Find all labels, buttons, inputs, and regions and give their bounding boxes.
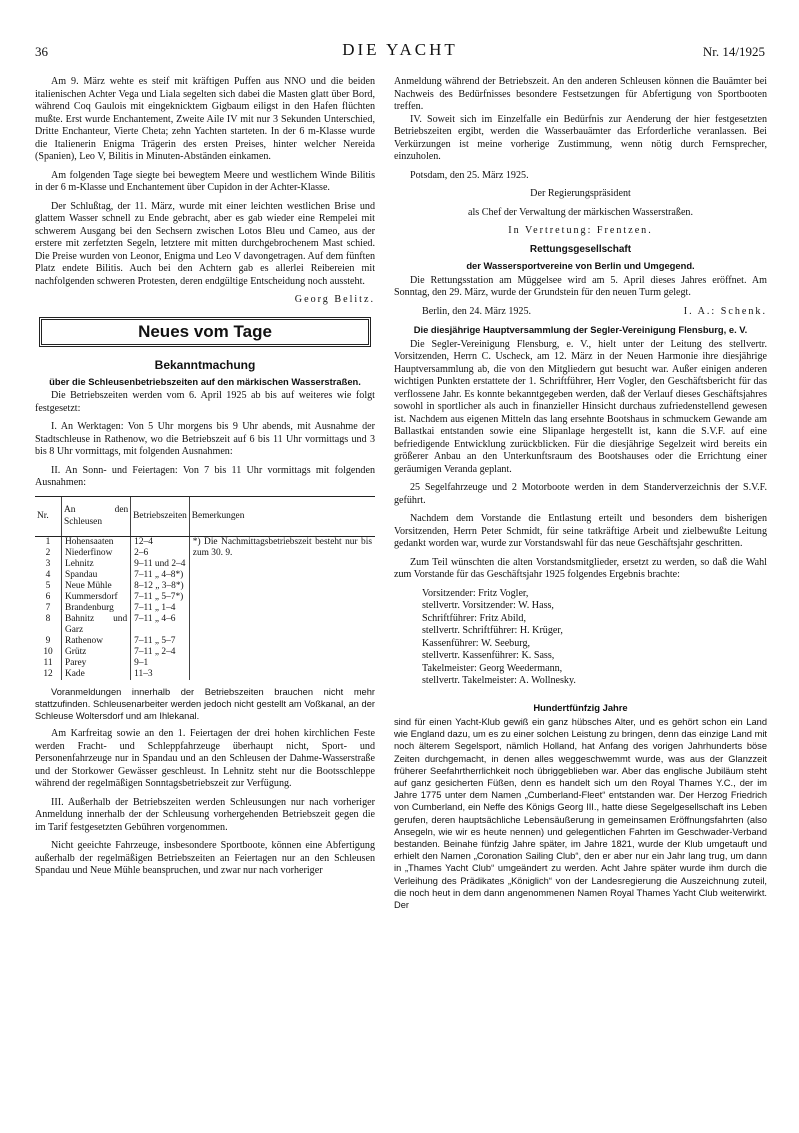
table-header: An den Schleusen: [62, 496, 131, 536]
notice-paragraph-6: III. Außerhalb der Betriebszeiten werden Schleusungen nur nach vorheriger Anmeldung innerhalb der der Schleusung vorhergehenden Betriebszeit gegen die im Tarif festgesetzten Gebühren vorgenommen.: [35, 796, 375, 833]
table-row: [35, 536, 375, 548]
regatta-paragraph-2: Am folgenden Tage siegte bei bewegtem Meere und westlichem Winde Bilitis in der 6 m-Klasse und Enchantement über Cupidon in der Achter-Klasse.: [35, 169, 375, 193]
anniversary-title: Hundertfünfzig Jahre: [533, 701, 628, 713]
notice-continuation-1: Anmeldung während der Betriebszeit. An den anderen Schleusen können die Bauämter bei Nachweis des Bedürfnisses besondere Festsetzungen für Abfertigung von Sportbooten treffen.: [394, 76, 767, 112]
operating-hours: 9–1: [131, 658, 190, 669]
board-member: stellvertr. Takelmeister: A. Wollnesky.: [422, 675, 576, 686]
rescue-paragraph: Die Rettungsstation am Müggelsee wird am 5. April dieses Jahres eröffnet. Am Sonntag, den 29. März, wurde der Grundstein für den neuen Turm gelegt.: [394, 274, 767, 298]
notice-paragraph-4: Voranmeldungen innerhalb der Betriebszeiten brauchen nicht mehr stattzufinden. Schleusenarbeiter werden jedoch nicht gestellt am Voßkanal, an der Schleuse Woltersdorf und am Ihlekanal.: [35, 686, 375, 721]
lock-name: Brandenburg: [62, 603, 131, 614]
notice-paragraph-2: I. An Werktagen: Von 5 Uhr morgens bis 9 Uhr abends, mit Ausnahme der Stadtschleuse in Rathenow, wo die Betriebszeit auf 6 bis 11 Uhr vormittags und 3 bis 8 Uhr vormittags, mit folgenden Ausnahmen:: [35, 421, 375, 457]
page-number: 36: [35, 44, 48, 59]
operating-hours: 8–12 „ 3–8*): [131, 581, 190, 592]
authority-line-3: In Vertretung: Frentzen.: [508, 225, 653, 236]
lock-name: Niederfinow: [62, 548, 131, 559]
regatta-paragraph-1: Am 9. März wehte es steif mit kräftigen Puffen aus NNO und die beiden italienischen Achter Vega und Liala segelten sich dabei die Masten glatt über Bord, während Coq Gaulois mit eingeknicktem Gigbaum eiligst in den Hafen flüchten mußte. Erst wurde Enchantement, Zweite Aile IV mit nur 3 Sekunden Unterschied, Dritte Enchanteur, Vierte Cheta; zehn Yachten starteten. In der 6 m-Klasse wurde die Italienerin Enigma Trägerin des ersten Preises, hinter welcher Nereida (Spanien), Leo V, Bilitis in Minuten-Abständen einkamen.: [35, 76, 375, 162]
journal-title: DIE YACHT: [342, 40, 458, 59]
operating-hours: 7–11 „ 5–7*): [131, 592, 190, 603]
lock-name: Parey: [62, 658, 131, 669]
right-column: [394, 76, 767, 911]
row-number: 11: [43, 657, 53, 668]
regatta-paragraph-3: Der Schlußtag, der 11. März, wurde mit einer leichten westlichen Brise und glattem Wasser schnell zu Ende gebracht, aber es gab wieder eine Rempelei mit schwerem Ausgang bei den Sechsern zwischen Lotos Bleu und Cameo, aus der erstere mit zerfetzten Segeln, letztere mit mitten durchgebrochenem Mast schied. Die Preise wurden von Leonor, Enigma und Leo V davongetragen. Auf dem fünften Platz endete Bilitis. Auch bei den Achtern gab es allerlei Reibereien mit nachfolgenden schweren Protesten, deren endgültige Entscheidung noch aussteht.: [35, 200, 375, 287]
lock-name: Kummersdorf: [62, 592, 131, 603]
board-member: stellvertr. Schriftführer: H. Krüger,: [422, 625, 563, 636]
notice-date: Potsdam, den 25. März 1925.: [410, 169, 529, 181]
operating-hours: 7–11 „ 2–4: [131, 647, 190, 658]
row-number: 5: [45, 580, 51, 591]
lock-name: Kade: [62, 669, 131, 680]
row-number: 3: [45, 558, 51, 569]
table-body: [35, 536, 375, 680]
board-member: stellvertr. Vorsitzender: W. Hass,: [422, 600, 554, 611]
rescue-signature: I. A.: Schenk.: [683, 305, 767, 317]
row-number: 12: [43, 668, 53, 679]
sv-title: Die diesjährige Hauptversammlung der Segler-Vereinigung Flensburg, e. V.: [413, 324, 748, 335]
operating-hours: 11–3: [131, 669, 190, 680]
lock-name: Neue Mühle: [62, 581, 131, 592]
notice-continuation-2: IV. Soweit sich im Einzelfalle ein Bedürfnis zur Aenderung der hier festgesetzten Betriebszeiten ergibt, werden die Wasserbauämter das Erforderliche veranlassen. Bei Verkürzungen ist meine vorherige Zustimmung, wenn nötig durch Fernsprecher, einzuholen.: [394, 113, 767, 162]
rescue-dateline: [394, 306, 767, 319]
notice-paragraph-1: Die Betriebszeiten werden vom 6. April 1925 ab bis auf weiteres wie folgt festgesetzt:: [35, 390, 375, 414]
notice-subtitle: über die Schleusenbetriebszeiten auf den märkischen Wasserstraßen.: [49, 375, 361, 387]
page-header: [35, 40, 765, 62]
notice-paragraph-7: Nicht geeichte Fahrzeuge, insbesondere Sportboote, können eine Abfertigung außerhalb der regelmäßigen Betriebszeiten an Feiertagen nur an den Schleusen Spandau und Neue Mühle beanspruchen, und zwar nur nach vorheriger: [35, 840, 375, 877]
section-heading: Neues vom Tage: [39, 317, 371, 348]
operating-hours: 9–11 und 2–4: [131, 559, 190, 570]
table-header: Nr.: [35, 496, 62, 536]
authority-line-2: als Chef der Verwaltung der märkischen Wasserstraßen.: [467, 206, 693, 218]
sv-paragraph-2: 25 Segelfahrzeuge und 2 Motorboote werden in dem Standerverzeichnis der S.V.F. geführt.: [394, 482, 767, 506]
row-number: 4: [45, 569, 51, 580]
anniversary-paragraph: sind für einen Yacht-Klub gewiß ein ganz hübsches Alter, und es gehört schon ein Land wie England dazu, um es zu einer solchen Leistung zu bringen, denn das einzige Land mit noch älterem Segelsport, nämlich Holland, hat Anfang des vorigen Jahrhunderts böse Zeiten durchgemacht, in denen alles weggeschwemmt wurde, was aus der Glanzzeit früherer Seefahrtherrlichkeit noch übriggeblieben war. Aber das englische Jubiläum steht auf ganz gesicherten Füßen, denn es handelt sich um den Royal Thames Y.C., der im Jahre 1775 unter dem Namen „Cumberland-Fleet“ entstanden war. Der Herzog Friedrich von Cumberland, ein Neffe des Königs Georg III., hatte diese Segelgesellschaft ins Leben gerufen, deren hauptsächliche Lebensäußerung in gemeinsamen Eröffnungsfahrten (also Ansegeln, wie wir es heute nennen) und gelegentlichen Fahrten im Geschwader-Verband bestanden. Beinahe fünfzig Jahre später, im Jahre 1821, wurde der Klub umgetauft und erhielt den Namen „Coronation Sailing Club“, den er aber nur ein Jahr lang trug, um dann in „Thames Yacht Club“ umgeändert zu werden. Acht Jahre später wurde ihm durch die Verleihung des Prädikates „Königlich“ von der Landesregierung die Auszeichnung zuteil, die noch heut in dem dann angenommenen Namen Royal Thames Yacht Club weiterwirkt. Der: [394, 717, 767, 911]
notice-paragraph-3: II. An Sonn- und Feiertagen: Von 7 bis 11 Uhr vormittags mit folgenden Ausnahmen:: [35, 464, 375, 488]
authority-line-1: Der Regierungspräsident: [530, 188, 631, 199]
table-header: Betriebszeiten: [131, 496, 190, 536]
operating-hours: 2–6: [131, 548, 190, 559]
operating-hours: 7–11 „ 5–7: [131, 636, 190, 647]
operating-hours: 12–4: [131, 536, 190, 548]
table-header: Bemerkungen: [189, 496, 375, 536]
row-number: 10: [43, 646, 53, 657]
sv-paragraph-1: Die Segler-Vereinigung Flensburg, e. V., hielt unter der Leitung des stellvertr. Vorsitzenden, Herrn C. Uscheck, am 12. März in der Neuen Harmonie ihre diesjährige Hauptversammlung ab, die von den Mitgliedern gut besucht war. Außer einigen anderen wichtigen Punkten erstattete der 1. Schriftführer, Herr Vogler, den Geschäftsbericht für das verflossene Jahr. Es konnte bekanntgegeben werden, daß der Verlauf dieses Geschäftsjahres sowohl in sportlicher als auch in finanzieller Hinsicht durchaus zufriedenstellend gewesen ist. Nachdem aus eigenen Mitteln das lang ersehnte Bootshaus in schmuckem Gewande am Ballastkai entstanden sowie eine Slipanlage hergestellt ist, kann die S.V.F. auf eine befriedigende Entwicklung zurückblicken. Für die diesjährige Segelzeit wird bereits ein größerer Anbau an den Unterkunftsraum des Bootshauses oder die Errichtung einer geräumigen Veranda geplant.: [394, 338, 767, 475]
board-member: Vorsitzender: Fritz Vogler,: [422, 587, 529, 599]
author-signature: Georg Belitz.: [294, 294, 375, 305]
operating-hours: 7–11 „ 1–4: [131, 603, 190, 614]
row-number: 2: [45, 547, 51, 558]
lock-name: Grütz: [62, 647, 131, 658]
row-number: 9: [45, 635, 51, 646]
rescue-subtitle: der Wassersportvereine von Berlin und Umgegend.: [466, 260, 695, 271]
notice-title: Bekanntmachung: [154, 358, 256, 372]
left-column: [35, 76, 375, 884]
notice-paragraph-5: Am Karfreitag sowie an den 1. Feiertagen der drei hohen kirchlichen Feste werden Fracht- und Schleppfahrzeuge überhaupt nicht, Sport- und Personenfahrzeuge nur in Spandau und an den Schleusen der Dahme-Wasserstraße und der Storkower Gewässer geschleust. In Lehnitz steht nur die Bootsschleppe während der regelmäßigen Sonntagsbetriebszeit zur Verfügung.: [35, 728, 375, 790]
operating-hours: 7–11 „ 4–6: [131, 614, 190, 636]
operating-hours: 7–11 „ 4–8*): [131, 570, 190, 581]
row-number: 7: [45, 602, 51, 613]
board-member: stellvertr. Kassenführer: K. Sass,: [422, 650, 555, 661]
board-member: Schriftführer: Fritz Abild,: [422, 612, 527, 624]
sv-paragraph-3: Nachdem dem Vorstande die Entlastung erteilt und besonders dem bisherigen Vorsitzenden, Herrn Peter Schmidt, für seine tatkräftige Arbeit und zielbewußte Leitung gedankt worden war, wurde zur Vorstandswahl für das neue Geschäftsjahr geschritten.: [394, 513, 767, 549]
lock-name: Hohensaaten: [62, 536, 131, 548]
remarks-cell: *) Die Nachmittagsbetriebszeit besteht nur bis zum 30. 9.: [189, 536, 375, 680]
lock-name: Spandau: [62, 570, 131, 581]
rescue-date: Berlin, den 24. März 1925.: [422, 305, 532, 317]
rescue-title: Rettungsgesellschaft: [529, 243, 632, 255]
lock-name: Rathenow: [62, 636, 131, 647]
board-member: Takelmeister: Georg Weedermann,: [422, 662, 563, 674]
lock-schedule-table: [35, 496, 375, 680]
board-member: Kassenführer: W. Seeburg,: [422, 637, 531, 649]
lock-name: Bahnitz und Garz: [62, 614, 131, 636]
row-number: 6: [45, 591, 51, 602]
row-number: 8: [45, 613, 51, 624]
lock-name: Lehnitz: [62, 559, 131, 570]
issue-number: Nr. 14/1925: [702, 44, 765, 59]
sv-paragraph-4: Zum Teil wünschten die alten Vorstandsmitglieder, ersetzt zu werden, so daß die Wahl zum Vorstande für das Geschäftsjahr 1925 folgendes Ergebnis brachte:: [394, 556, 767, 580]
board-list: [394, 588, 767, 688]
row-number: 1: [45, 536, 51, 547]
